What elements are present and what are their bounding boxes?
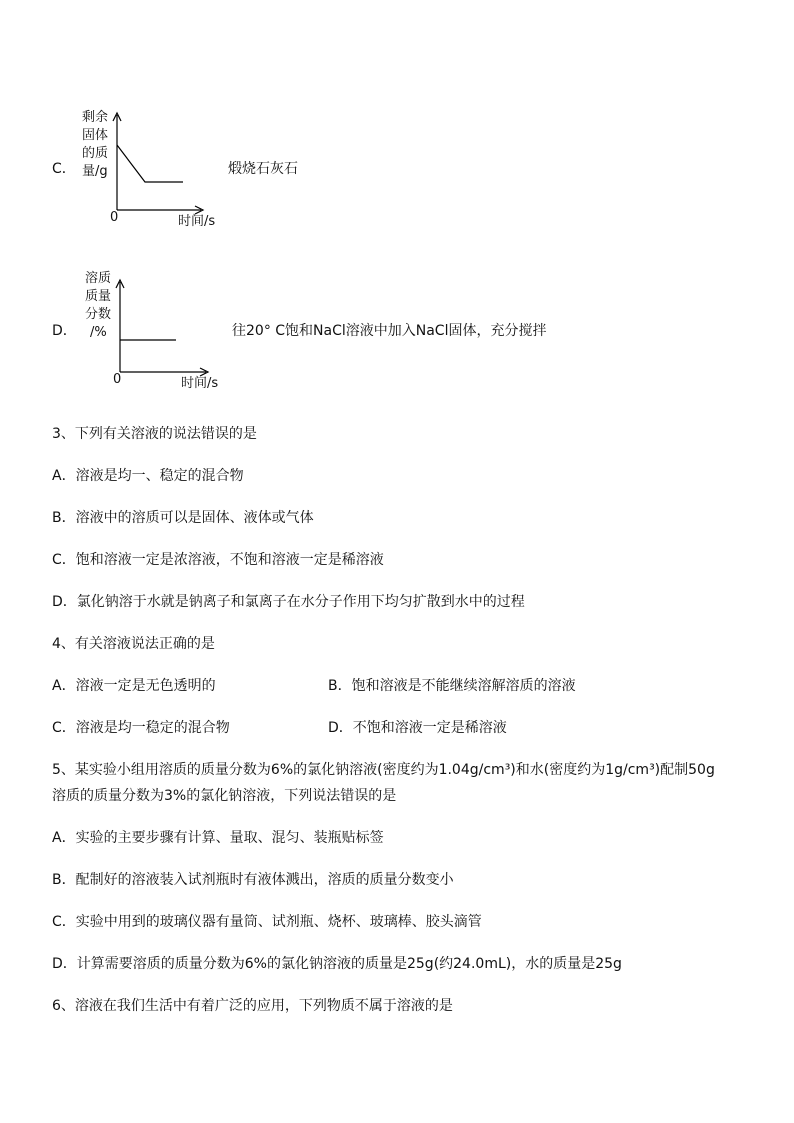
- graph-c-origin: 0: [110, 210, 119, 225]
- graph-d-caption: 往20° C饱和NaCl溶液中加入NaCl固体，充分搅拌: [232, 323, 547, 339]
- graph-c-ylabel-line1: 剩余: [82, 110, 109, 125]
- graph-c-ylabel-line3: 的质: [82, 146, 109, 161]
- q5-option-b: B．配制好的溶液装入试剂瓶时有液体溅出，溶质的质量分数变小: [52, 872, 454, 888]
- graph-d-chart: [108, 270, 218, 380]
- q5-stem-line2: 溶质的质量分数为3%的氯化钠溶液，下列说法错误的是: [52, 788, 397, 804]
- option-d-label: D．: [52, 323, 77, 339]
- q5-stem-line1: 5、某实验小组用溶质的质量分数为6%的氯化钠溶液(密度约为1.04g/cm³)和水(密度约为1g/cm³)配制50g: [52, 762, 715, 778]
- q4-option-d: D．不饱和溶液一定是稀溶液: [328, 720, 507, 736]
- graph-d-xlabel: 时间/s: [181, 376, 219, 391]
- graph-c-xlabel: 时间/s: [178, 214, 216, 229]
- graph-c-chart: [105, 105, 205, 215]
- q3-stem: 3、下列有关溶液的说法错误的是: [52, 426, 257, 442]
- graph-d-ylabel-line2: 质量: [85, 289, 112, 304]
- graph-d-y-axis: [116, 280, 124, 372]
- graph-d-ylabel-line1: 溶质: [85, 271, 112, 286]
- q4-stem: 4、有关溶液说法正确的是: [52, 636, 215, 652]
- graph-c-y-axis: [113, 113, 121, 210]
- graph-c-x-axis: [117, 206, 203, 214]
- q6-stem: 6、溶液在我们生活中有着广泛的应用，下列物质不属于溶液的是: [52, 998, 453, 1014]
- graph-d-origin: 0: [113, 372, 122, 387]
- q3-option-d: D．氯化钠溶于水就是钠离子和氯离子在水分子作用下均匀扩散到水中的过程: [52, 594, 525, 610]
- graph-c-ylabel-line4: 量/g: [82, 164, 108, 179]
- graph-c-ylabel-line2: 固体: [82, 128, 109, 143]
- graph-d-x-axis: [120, 368, 208, 376]
- graph-d-ylabel-line4: /%: [90, 325, 107, 340]
- q5-option-a: A．实验的主要步骤有计算、量取、混匀、装瓶贴标签: [52, 830, 384, 846]
- q3-option-c: C．饱和溶液一定是浓溶液，不饱和溶液一定是稀溶液: [52, 552, 384, 568]
- graph-d-ylabel-line3: 分数: [85, 307, 112, 322]
- graph-c-curve: [117, 145, 183, 182]
- q3-option-b: B．溶液中的溶质可以是固体、液体或气体: [52, 510, 314, 526]
- graph-c-caption: 煅烧石灰石: [228, 161, 298, 177]
- q5-option-c: C．实验中用到的玻璃仪器有量筒、试剂瓶、烧杯、玻璃棒、胶头滴管: [52, 914, 482, 930]
- option-c-label: C．: [52, 161, 76, 177]
- q5-option-d: D．计算需要溶质的质量分数为6%的氯化钠溶液的质量是25g(约24.0mL)，水的质量是25g: [52, 956, 622, 972]
- q4-option-a: A．溶液一定是无色透明的: [52, 678, 216, 694]
- q3-option-a: A．溶液是均一、稳定的混合物: [52, 468, 244, 484]
- q4-option-c: C．溶液是均一稳定的混合物: [52, 720, 230, 736]
- q4-option-b: B．饱和溶液是不能继续溶解溶质的溶液: [328, 678, 576, 694]
